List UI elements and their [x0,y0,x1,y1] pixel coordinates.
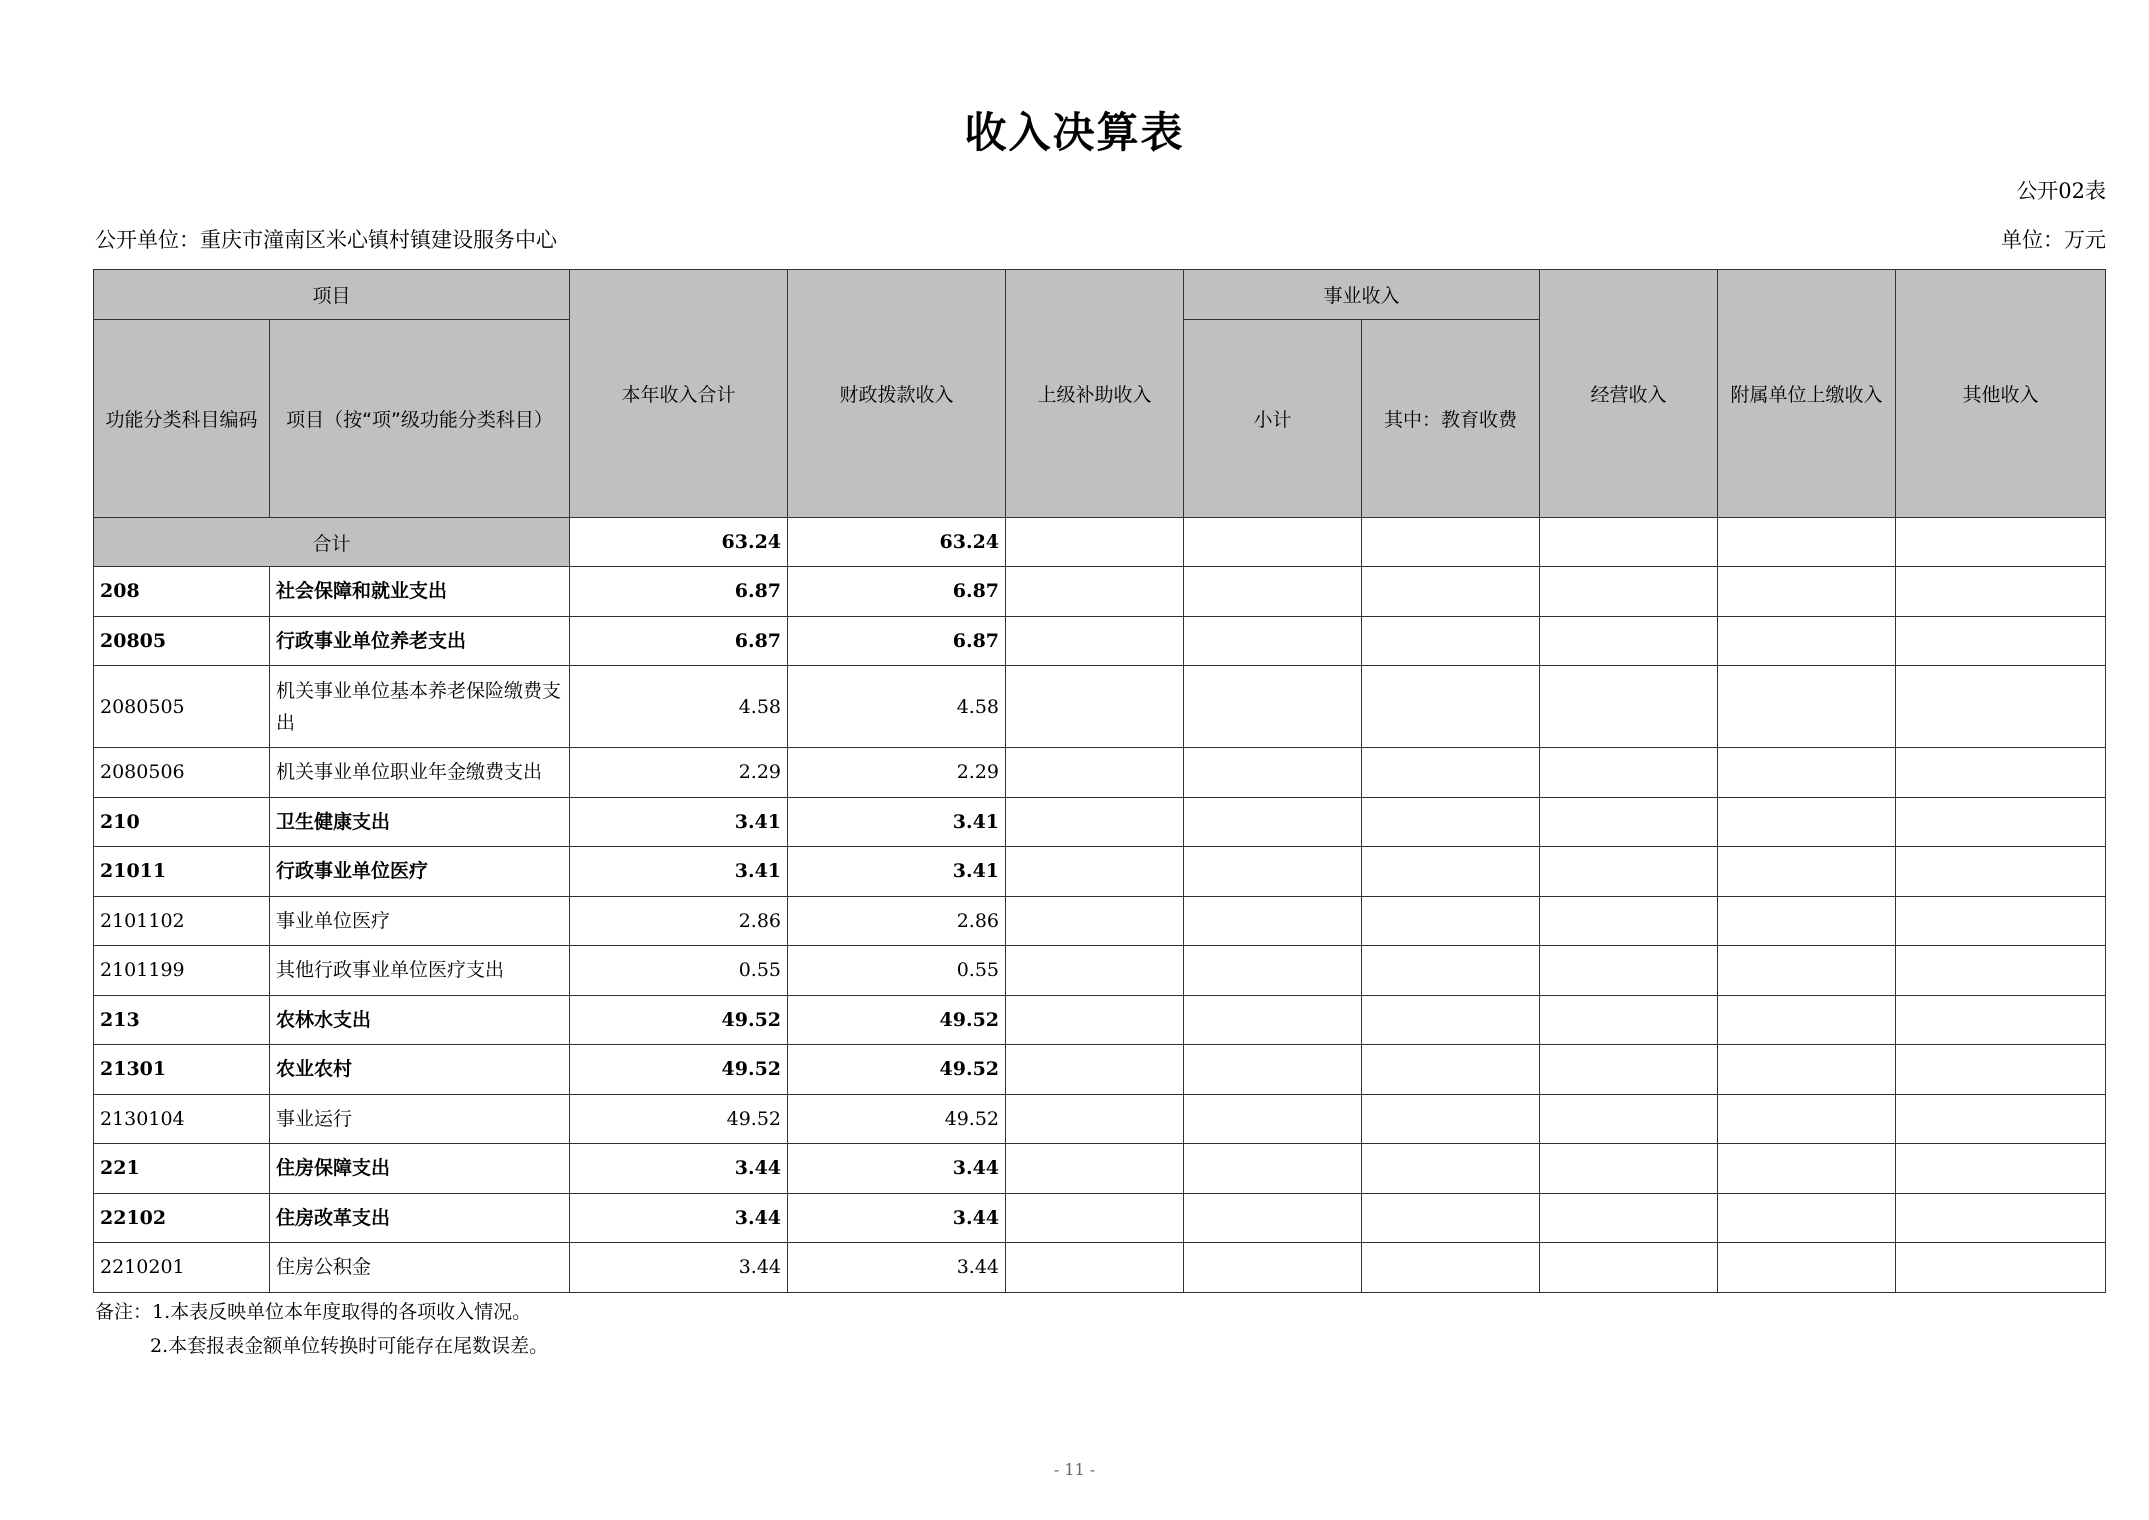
row-total-income: 49.52 [570,995,788,1045]
row-name: 农林水支出 [270,995,570,1045]
empty-cell [1896,748,2106,798]
note-1: 备注：1.本表反映单位本年度取得的各项收入情况。 [95,1301,532,1323]
empty-cell [1896,1193,2106,1243]
empty-cell [1896,1243,2106,1293]
empty-cell [1006,518,1184,567]
row-total-income: 4.58 [570,666,788,748]
header-operating: 经营收入 [1540,270,1718,518]
empty-cell [1718,896,1896,946]
row-fiscal: 3.41 [788,797,1006,847]
empty-cell [1718,946,1896,996]
empty-cell [1362,616,1540,666]
row-name: 事业单位医疗 [270,896,570,946]
empty-cell [1006,995,1184,1045]
empty-cell [1540,1193,1718,1243]
row-total-income: 6.87 [570,616,788,666]
empty-cell [1184,1193,1362,1243]
empty-cell [1540,946,1718,996]
empty-cell [1718,1193,1896,1243]
empty-cell [1362,748,1540,798]
table-row [94,748,2106,798]
currency-unit: 单位：万元 [2001,228,2106,252]
row-code: 210 [94,797,270,847]
empty-cell [1540,995,1718,1045]
empty-cell [1540,847,1718,897]
empty-cell [1896,847,2106,897]
empty-cell [1718,1144,1896,1194]
empty-cell [1896,616,2106,666]
empty-cell [1362,896,1540,946]
total-income-value: 63.24 [570,518,788,567]
empty-cell [1006,616,1184,666]
row-total-income: 49.52 [570,1045,788,1095]
row-fiscal: 49.52 [788,1045,1006,1095]
row-name: 住房公积金 [270,1243,570,1293]
empty-cell [1006,567,1184,617]
empty-cell [1006,797,1184,847]
empty-cell [1896,1094,2106,1144]
empty-cell [1540,1045,1718,1095]
row-name: 行政事业单位医疗 [270,847,570,897]
empty-cell [1896,666,2106,748]
header-affiliated: 附属单位上缴收入 [1718,270,1896,518]
empty-cell [1540,1243,1718,1293]
empty-cell [1184,1045,1362,1095]
row-fiscal: 3.44 [788,1193,1006,1243]
empty-cell [1006,847,1184,897]
header-superior: 上级补助收入 [1006,270,1184,518]
empty-cell [1718,567,1896,617]
row-name: 住房改革支出 [270,1193,570,1243]
empty-cell [1184,995,1362,1045]
empty-cell [1006,748,1184,798]
empty-cell [1184,847,1362,897]
empty-cell [1718,1094,1896,1144]
empty-cell [1184,666,1362,748]
row-total-income: 3.41 [570,847,788,897]
row-fiscal: 49.52 [788,1094,1006,1144]
empty-cell [1006,666,1184,748]
empty-cell [1362,995,1540,1045]
empty-cell [1718,995,1896,1045]
empty-cell [1184,567,1362,617]
empty-cell [1362,1045,1540,1095]
header-other: 其他收入 [1896,270,2106,518]
empty-cell [1896,1144,2106,1194]
note-2: 2.本套报表金额单位转换时可能存在尾数误差。 [150,1335,549,1357]
row-code: 22102 [94,1193,270,1243]
row-code: 20805 [94,616,270,666]
table-row [94,666,2106,748]
empty-cell [1896,995,2106,1045]
row-code: 213 [94,995,270,1045]
row-fiscal: 2.86 [788,896,1006,946]
total-fiscal-value: 63.24 [788,518,1006,567]
notes [95,1295,548,1363]
empty-cell [1184,896,1362,946]
row-code: 2210201 [94,1243,270,1293]
header-code: 功能分类科目编码 [94,320,270,518]
row-total-income: 3.44 [570,1243,788,1293]
row-code: 2080506 [94,748,270,798]
row-total-income: 3.41 [570,797,788,847]
empty-cell [1896,946,2106,996]
row-fiscal: 2.29 [788,748,1006,798]
empty-cell [1362,1144,1540,1194]
table-row [94,1243,2106,1293]
row-code: 21301 [94,1045,270,1095]
row-fiscal: 49.52 [788,995,1006,1045]
page-title: 收入决算表 [964,108,1185,157]
empty-cell [1718,518,1896,567]
row-code: 2101102 [94,896,270,946]
row-name: 住房保障支出 [270,1144,570,1194]
form-number: 公开02表 [2016,179,2106,203]
empty-cell [1540,797,1718,847]
row-name: 机关事业单位基本养老保险缴费支出 [270,666,570,748]
row-fiscal: 0.55 [788,946,1006,996]
header-item: 项目 [94,270,570,320]
empty-cell [1006,1045,1184,1095]
row-name: 行政事业单位养老支出 [270,616,570,666]
empty-cell [1184,748,1362,798]
row-total-income: 0.55 [570,946,788,996]
row-name: 其他行政事业单位医疗支出 [270,946,570,996]
empty-cell [1540,1144,1718,1194]
empty-cell [1006,1094,1184,1144]
row-total-income: 3.44 [570,1144,788,1194]
row-code: 21011 [94,847,270,897]
empty-cell [1362,946,1540,996]
page-number: - 11 - [1053,1460,1096,1479]
row-name: 事业运行 [270,1094,570,1144]
empty-cell [1896,797,2106,847]
row-total-income: 2.86 [570,896,788,946]
empty-cell [1184,616,1362,666]
row-fiscal: 3.41 [788,847,1006,897]
header-career: 事业收入 [1184,270,1540,320]
row-name: 卫生健康支出 [270,797,570,847]
empty-cell [1896,567,2106,617]
empty-cell [1184,518,1362,567]
empty-cell [1006,896,1184,946]
table-row [94,567,2106,617]
empty-cell [1184,946,1362,996]
empty-cell [1362,797,1540,847]
row-total-income: 3.44 [570,1193,788,1243]
table-row [94,847,2106,897]
empty-cell [1718,1045,1896,1095]
header-subtotal: 小计 [1184,320,1362,518]
empty-cell [1896,1045,2106,1095]
row-fiscal: 6.87 [788,616,1006,666]
row-fiscal: 6.87 [788,567,1006,617]
table-row [94,1094,2106,1144]
row-code: 208 [94,567,270,617]
empty-cell [1184,1094,1362,1144]
empty-cell [1718,797,1896,847]
table-row [94,616,2106,666]
empty-cell [1362,666,1540,748]
empty-cell [1184,1144,1362,1194]
row-fiscal: 4.58 [788,666,1006,748]
row-code: 221 [94,1144,270,1194]
row-code: 2130104 [94,1094,270,1144]
total-label: 合计 [94,518,570,567]
empty-cell [1718,666,1896,748]
row-code: 2080505 [94,666,270,748]
table-row [94,1045,2106,1095]
header-name: 项目（按“项”级功能分类科目） [270,320,570,518]
empty-cell [1006,1193,1184,1243]
reporting-unit: 公开单位：重庆市潼南区米心镇村镇建设服务中心 [95,228,557,252]
empty-cell [1006,1144,1184,1194]
table-row [94,995,2106,1045]
header-edu-fee: 其中：教育收费 [1362,320,1540,518]
table-row [94,946,2106,996]
table-row [94,797,2106,847]
empty-cell [1540,518,1718,567]
empty-cell [1006,1243,1184,1293]
table-row [94,1193,2106,1243]
empty-cell [1184,797,1362,847]
empty-cell [1540,666,1718,748]
empty-cell [1540,896,1718,946]
empty-cell [1718,616,1896,666]
row-total-income: 2.29 [570,748,788,798]
empty-cell [1540,567,1718,617]
row-total-income: 49.52 [570,1094,788,1144]
row-total-income: 6.87 [570,567,788,617]
row-name: 农业农村 [270,1045,570,1095]
empty-cell [1718,847,1896,897]
empty-cell [1540,748,1718,798]
empty-cell [1896,518,2106,567]
empty-cell [1362,847,1540,897]
empty-cell [1362,1094,1540,1144]
row-name: 社会保障和就业支出 [270,567,570,617]
total-row [94,518,2106,567]
empty-cell [1718,748,1896,798]
empty-cell [1540,1094,1718,1144]
header-total-income: 本年收入合计 [570,270,788,518]
empty-cell [1184,1243,1362,1293]
empty-cell [1362,567,1540,617]
row-fiscal: 3.44 [788,1243,1006,1293]
empty-cell [1718,1243,1896,1293]
empty-cell [1362,1193,1540,1243]
empty-cell [1896,896,2106,946]
table-row [94,896,2106,946]
empty-cell [1362,1243,1540,1293]
empty-cell [1362,518,1540,567]
row-fiscal: 3.44 [788,1144,1006,1194]
row-code: 2101199 [94,946,270,996]
header-fiscal: 财政拨款收入 [788,270,1006,518]
empty-cell [1540,616,1718,666]
table-row [94,1144,2106,1194]
income-table [93,269,2106,1293]
empty-cell [1006,946,1184,996]
row-name: 机关事业单位职业年金缴费支出 [270,748,570,798]
